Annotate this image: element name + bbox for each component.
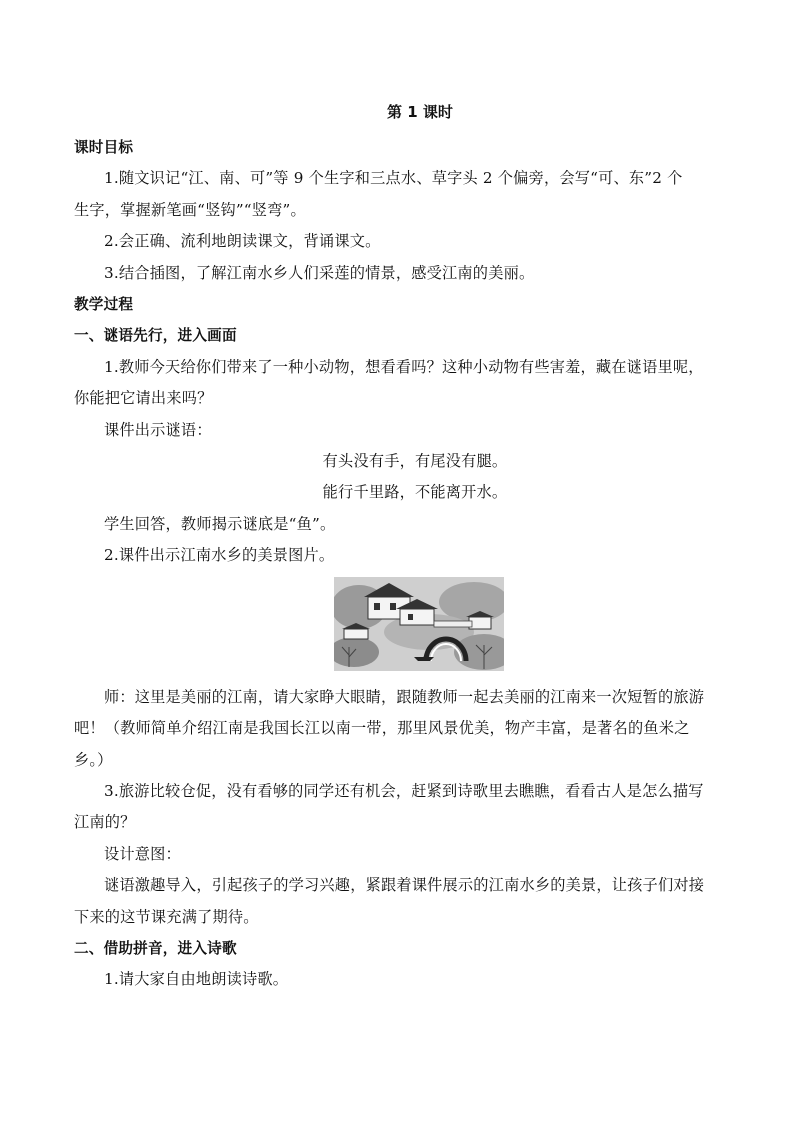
process-heading: 教学过程	[74, 296, 134, 314]
lesson-title: 第 1 课时	[387, 103, 453, 121]
riddle-line-1: 有头没有手，有尾没有腿。	[322, 452, 508, 471]
jiangnan-picture	[334, 577, 504, 671]
design-intent-line-1: 谜语激趣导入，引起孩子的学习兴趣，紧跟着课件展示的江南水乡的美景，让孩子们对接	[104, 876, 705, 895]
part1-line-1: 1.教师今天给你们带来了一种小动物，想看看吗？这种小动物有些害羞，藏在谜语里呢，	[104, 357, 704, 376]
goals-heading: 课时目标	[74, 139, 134, 156]
part1-line-3: 课件出示谜语：	[104, 420, 212, 439]
lesson-content	[74, 132, 726, 996]
image-intro-line: 2.课件出示江南水乡的美景图片。	[104, 546, 335, 565]
jiangnan-illustration	[74, 577, 726, 673]
teacher-line-3: 乡。）	[74, 750, 113, 769]
design-intent-line-2: 下来的这节课充满了期待。	[74, 907, 259, 926]
part2-line-1: 1.请大家自由地朗读诗歌。	[104, 970, 289, 989]
part1-heading: 一、谜语先行，进入画面	[74, 327, 237, 345]
answer-line: 学生回答，教师揭示谜底是“鱼”。	[104, 514, 336, 533]
riddle-line-2: 能行千里路，不能离开水。	[322, 483, 508, 502]
goal-line-4: 3.结合插图，了解江南水乡人们采莲的情景，感受江南的美丽。	[104, 263, 535, 282]
travel-line-1: 3.旅游比较仓促，没有看够的同学还有机会，赶紧到诗歌里去瞧瞧，看看古人是怎么描写	[104, 781, 704, 800]
goal-line-1: 1.随文识记“江、南、可”等 9 个生字和三点水、草字头 2 个偏旁，会写“可、东”2 个	[104, 169, 683, 188]
teacher-line-1: 师：这里是美丽的江南，请大家睁大眼睛，跟随教师一起去美丽的江南来一次短暂的旅游	[104, 687, 705, 706]
goal-line-3: 2.会正确、流利地朗读课文，背诵课文。	[104, 232, 381, 251]
design-intent-label: 设计意图：	[104, 844, 181, 863]
goal-line-2: 生字，掌握新笔画“竖钩”“竖弯”。	[74, 200, 306, 219]
part1-line-2: 你能把它请出来吗？	[74, 389, 213, 408]
travel-line-2: 江南的？	[74, 813, 136, 832]
part2-heading: 二、借助拼音，进入诗歌	[74, 939, 237, 957]
teacher-line-2: 吧！（教师简单介绍江南是我国长江以南一带，那里风景优美，物产丰富，是著名的鱼米之	[74, 719, 690, 738]
